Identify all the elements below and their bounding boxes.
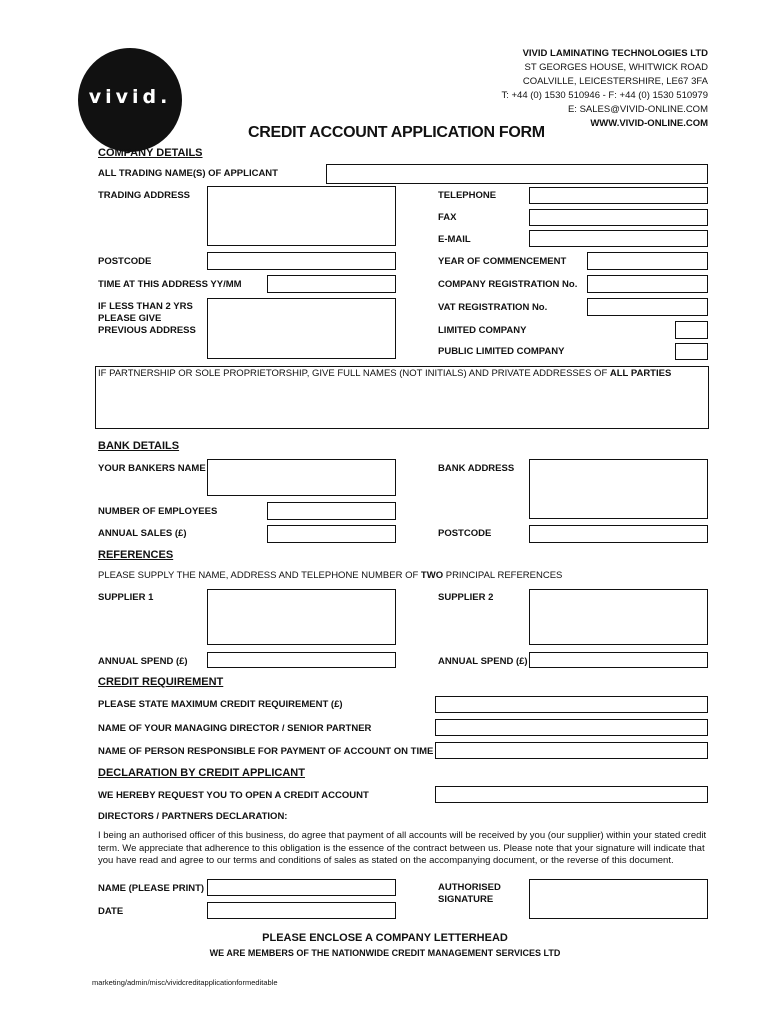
trading-names-label: ALL TRADING NAME(S) OF APPLICANT	[98, 168, 278, 179]
bank-postcode-field[interactable]	[529, 525, 708, 543]
letterhead-notice: PLEASE ENCLOSE A COMPANY LETTERHEAD	[262, 932, 508, 944]
responsible-person-label: NAME OF PERSON RESPONSIBLE FOR PAYMENT OF ACCOUNT ON TIME	[98, 746, 434, 757]
trading-address-field[interactable]	[207, 186, 396, 246]
vat-registration-label: VAT REGISTRATION No.	[438, 302, 548, 313]
declaration-text: I being an authorised officer of this business, do agree that payment of all accounts will be received by you (our supplier) within your stated credit term. We appreciate that adherence to this obligation is the essence of the contract between us. Please note that your signature will indicate that you have read and agree to our terms and conditions of sales as stated on the accompanying document, or the reverse of this document.	[98, 830, 707, 866]
company-registration-field[interactable]	[587, 275, 708, 293]
company-address-line-1: ST GEORGES HOUSE, WHITWICK ROAD	[524, 62, 708, 73]
previous-address-label-3: PREVIOUS ADDRESS	[98, 325, 196, 336]
telephone-label: TELEPHONE	[438, 190, 497, 201]
company-email: E: SALES@VIVID-ONLINE.COM	[567, 104, 708, 115]
responsible-person-field[interactable]	[435, 742, 708, 759]
supplier-2-label: SUPPLIER 2	[438, 592, 494, 603]
md-name-field[interactable]	[435, 719, 708, 736]
company-website: WWW.VIVID-ONLINE.COM	[590, 118, 708, 129]
print-name-field[interactable]	[207, 879, 396, 896]
annual-spend-1-label: ANNUAL SPEND (£)	[98, 656, 188, 667]
date-label: DATE	[98, 906, 124, 917]
company-contact-block	[501, 47, 708, 131]
bank-address-field[interactable]	[529, 459, 708, 519]
previous-address-label-1: IF LESS THAN 2 YRS	[98, 301, 193, 312]
bank-postcode-label: POSTCODE	[438, 528, 492, 539]
credit-request-label: WE HEREBY REQUEST YOU TO OPEN A CREDIT ACCOUNT	[98, 790, 369, 801]
signature-field[interactable]	[529, 879, 708, 919]
company-address-line-2: COALVILLE, LEICESTERSHIRE, LE67 3FA	[522, 76, 708, 87]
bank-address-label: BANK ADDRESS	[438, 463, 515, 474]
vat-registration-field[interactable]	[587, 298, 708, 316]
fax-label: FAX	[438, 212, 457, 223]
previous-address-label-2: PLEASE GIVE	[98, 313, 162, 324]
md-name-label: NAME OF YOUR MANAGING DIRECTOR / SENIOR PARTNER	[98, 723, 372, 734]
company-details-heading: COMPANY DETAILS	[98, 147, 203, 159]
date-field[interactable]	[207, 902, 396, 919]
employees-field[interactable]	[267, 502, 396, 520]
annual-spend-2-label: ANNUAL SPEND (£)	[438, 656, 528, 667]
annual-spend-2-field[interactable]	[529, 652, 708, 668]
credit-request-field[interactable]	[435, 786, 708, 803]
max-credit-label: PLEASE STATE MAXIMUM CREDIT REQUIREMENT (£)	[98, 699, 343, 710]
document-path: marketing/admin/misc/vividcreditapplicationformeditable	[92, 978, 278, 987]
email-field[interactable]	[529, 230, 708, 247]
references-heading: REFERENCES	[98, 549, 174, 561]
limited-company-checkbox[interactable]	[675, 321, 708, 339]
plc-checkbox[interactable]	[675, 343, 708, 360]
declaration-heading: DECLARATION BY CREDIT APPLICANT	[98, 767, 305, 779]
fax-field[interactable]	[529, 209, 708, 226]
company-phone-fax: T: +44 (0) 1530 510946 - F: +44 (0) 1530 510979	[501, 90, 708, 101]
annual-sales-label: ANNUAL SALES (£)	[98, 528, 187, 539]
references-instruction: PLEASE SUPPLY THE NAME, ADDRESS AND TELEPHONE NUMBER OF TWO PRINCIPAL REFERENCES	[98, 570, 563, 581]
form-title: CREDIT ACCOUNT APPLICATION FORM	[248, 124, 545, 141]
supplier-1-label: SUPPLIER 1	[98, 592, 154, 603]
previous-address-field[interactable]	[207, 298, 396, 359]
email-label: E-MAIL	[438, 234, 471, 245]
partnership-note: IF PARTNERSHIP OR SOLE PROPRIETORSHIP, GIVE FULL NAMES (NOT INITIALS) AND PRIVATE ADDRESSES OF ALL PARTIES	[98, 368, 672, 379]
logo-text: vivid.	[88, 86, 172, 108]
supplier-2-field[interactable]	[529, 589, 708, 645]
annual-sales-field[interactable]	[267, 525, 396, 543]
annual-spend-1-field[interactable]	[207, 652, 396, 668]
company-name: VIVID LAMINATING TECHNOLOGIES LTD	[522, 48, 708, 59]
telephone-field[interactable]	[529, 187, 708, 204]
print-name-label: NAME (PLEASE PRINT)	[98, 883, 205, 894]
company-registration-label: COMPANY REGISTRATION No.	[438, 279, 578, 290]
supplier-1-field[interactable]	[207, 589, 396, 645]
year-commencement-field[interactable]	[587, 252, 708, 270]
credit-requirement-heading: CREDIT REQUIREMENT	[98, 676, 224, 688]
year-commencement-label: YEAR OF COMMENCEMENT	[438, 256, 567, 267]
postcode-label: POSTCODE	[98, 256, 152, 267]
time-at-address-field[interactable]	[267, 275, 396, 293]
directors-declaration-label: DIRECTORS / PARTNERS DECLARATION:	[98, 811, 288, 822]
bankers-name-label: YOUR BANKERS NAME	[98, 463, 206, 474]
max-credit-field[interactable]	[435, 696, 708, 713]
plc-label: PUBLIC LIMITED COMPANY	[438, 346, 565, 357]
limited-company-label: LIMITED COMPANY	[438, 325, 527, 336]
bank-details-heading: BANK DETAILS	[98, 440, 180, 452]
trading-names-field[interactable]	[326, 164, 708, 184]
vivid-logo	[78, 48, 182, 152]
trading-address-label: TRADING ADDRESS	[98, 190, 191, 201]
time-at-address-label: TIME AT THIS ADDRESS YY/MM	[98, 279, 242, 290]
signature-label-1: AUTHORISED	[438, 882, 501, 893]
bankers-name-field[interactable]	[207, 459, 396, 496]
membership-notice: WE ARE MEMBERS OF THE NATIONWIDE CREDIT MANAGEMENT SERVICES LTD	[209, 948, 561, 958]
signature-label-2: SIGNATURE	[438, 894, 494, 905]
employees-label: NUMBER OF EMPLOYEES	[98, 506, 218, 517]
postcode-field[interactable]	[207, 252, 396, 270]
